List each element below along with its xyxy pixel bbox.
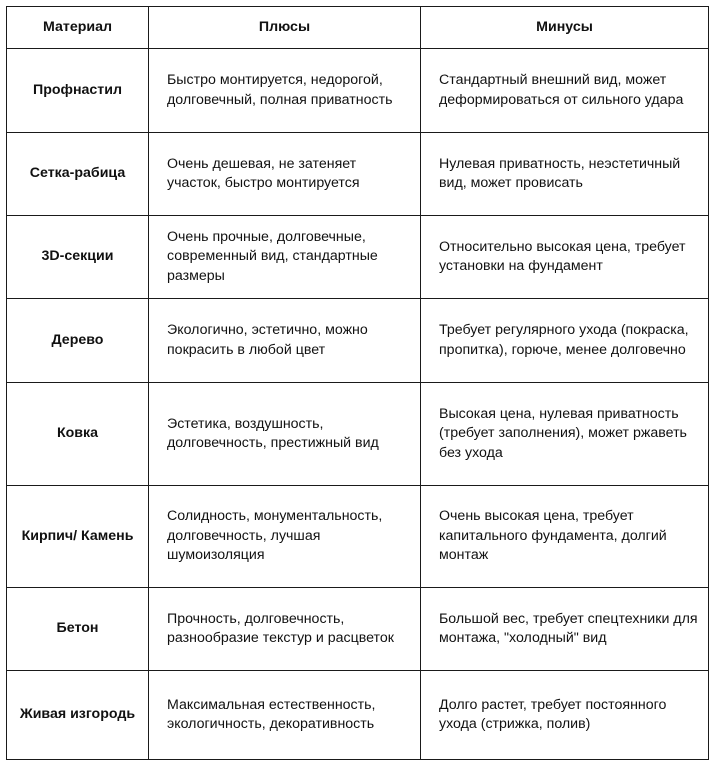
- cons-cell: Требует регулярного ухода (покраска, пропитка), горюче, менее долговечно: [421, 299, 709, 383]
- material-cell: Кирпич/ Камень: [7, 486, 149, 588]
- pros-cell: Солидность, монументальность, долговечность, лучшая шумоизоляция: [149, 486, 421, 588]
- header-material: Материал: [7, 7, 149, 49]
- material-cell: Дерево: [7, 299, 149, 383]
- cons-cell: Высокая цена, нулевая приватность (требует заполнения), может ржаветь без ухода: [421, 383, 709, 486]
- table-row: [7, 486, 709, 588]
- material-cell: Профнастил: [7, 49, 149, 133]
- pros-cell: Быстро монтируется, недорогой, долговечный, полная приватность: [149, 49, 421, 133]
- table-row: [7, 671, 709, 760]
- table-row: [7, 133, 709, 216]
- table-row: [7, 216, 709, 299]
- header-pros: Плюсы: [149, 7, 421, 49]
- material-cell: 3D-секции: [7, 216, 149, 299]
- cons-cell: Долго растет, требует постоянного ухода (стрижка, полив): [421, 671, 709, 760]
- pros-cell: Максимальная естественность, экологичность, декоративность: [149, 671, 421, 760]
- material-cell: Живая изгородь: [7, 671, 149, 760]
- material-cell: Сетка-рабица: [7, 133, 149, 216]
- pros-cell: Прочность, долговечность, разнообразие текстур и расцветок: [149, 588, 421, 671]
- table-row: [7, 299, 709, 383]
- header-cons: Минусы: [421, 7, 709, 49]
- table-row: [7, 383, 709, 486]
- material-cell: Ковка: [7, 383, 149, 486]
- cons-cell: Очень высокая цена, требует капитального фундамента, долгий монтаж: [421, 486, 709, 588]
- pros-cell: Эстетика, воздушность, долговечность, престижный вид: [149, 383, 421, 486]
- materials-comparison-table: [6, 6, 709, 760]
- cons-cell: Относительно высокая цена, требует установки на фундамент: [421, 216, 709, 299]
- table-row: [7, 49, 709, 133]
- material-cell: Бетон: [7, 588, 149, 671]
- cons-cell: Стандартный внешний вид, может деформироваться от сильного удара: [421, 49, 709, 133]
- pros-cell: Очень дешевая, не затеняет участок, быстро монтируется: [149, 133, 421, 216]
- pros-cell: Экологично, эстетично, можно покрасить в любой цвет: [149, 299, 421, 383]
- table-header-row: [7, 7, 709, 49]
- cons-cell: Большой вес, требует спецтехники для монтажа, "холодный" вид: [421, 588, 709, 671]
- pros-cell: Очень прочные, долговечные, современный вид, стандартные размеры: [149, 216, 421, 299]
- cons-cell: Нулевая приватность, неэстетичный вид, может провисать: [421, 133, 709, 216]
- table-row: [7, 588, 709, 671]
